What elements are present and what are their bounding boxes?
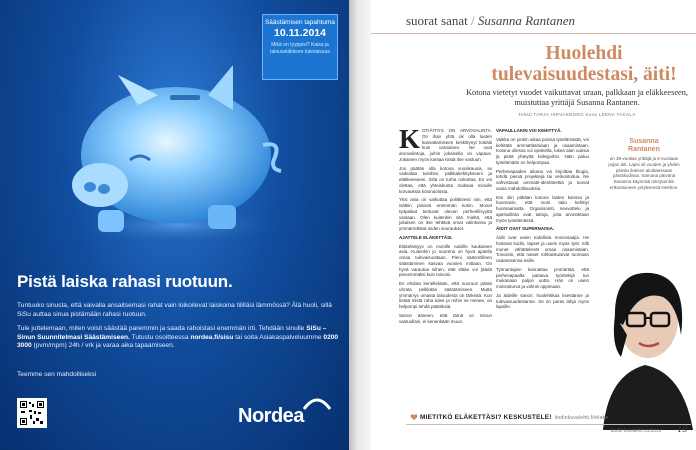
footer-divider: [406, 424, 691, 425]
footer-cta[interactable]: [420, 414, 608, 421]
ad-body: [17, 302, 339, 357]
col1-subheading: AJATTELE ELÄKETTÄSI.: [399, 234, 453, 240]
nordea-logo-icon: [302, 395, 332, 411]
article-byline: Teksti TARJA HIRVASNORO Kuva LEENA TAKALA: [518, 112, 636, 117]
article-column-2: [496, 128, 589, 313]
col2-p4: Äidit ovat usein todellisia moniosaajia. He hoitavat kodin, lapset ja usein myös työt. Silti monet vähättelevät omaa osaamistaan. Toivoisin, että naiset rohkaistuisivat tuomaan osaamisensa esille.: [496, 235, 589, 263]
footer-cta-url[interactable]: kodinkuvalehti.fi/elake: [554, 415, 609, 421]
ad-p2-phone: 0200 3000: [17, 333, 339, 350]
page-gutter: [349, 0, 371, 450]
drop-cap: K: [399, 124, 421, 154]
headline-line-1: Huolehdi: [545, 43, 623, 64]
article-headline: [474, 43, 694, 85]
piggy-bank-illustration: [58, 35, 288, 255]
sidebar-last-name: Rantanen: [628, 145, 660, 153]
ad-p2-sisu: SiSu – Sinun Suunnitelmasi Säästämiseen.: [17, 325, 327, 341]
col2-p2: Perhevapaiden aikana voi kirjoittaa blogia, tehdä pieniä projekteja tai verkostoitua. Ne vahvistavat ammatti-identiteettiä ja tuovat uusia mahdollisuuksia.: [496, 168, 589, 191]
col2-p5: Työnantajien kannattaa ymmärtää, että perhevapaalta palaava työntekijä tuo mukanaan paljon uutta. Hän on usein motivoitunut ja valmis oppimaan.: [496, 266, 589, 289]
headline-line-2: tulevaisuudestasi, äiti!: [491, 64, 677, 85]
col1-p6: Sanon ääneen, että tämä on minun vastuullani, ei kenenkään muun.: [399, 312, 492, 324]
page-number: 19: [677, 424, 688, 435]
footer-cta-text[interactable]: MIETITKÖ ELÄKETTÄSI? KESKUSTELE!: [420, 414, 552, 421]
ad-p2-mid: Tutustu osoitteessa: [129, 333, 191, 341]
col1-p1-text: OTIÄITIYS ON ARVOVALINTA. On ihan yhtä ok olla lasten kasvattamiseen keskittynyt kotiäiti kuin uranainen. Ne ovat arvovalintoja, joihin jokaisella on vapaus. Jokainen myös kantaa niistä itse vastuun.: [399, 128, 492, 162]
kicker-divider: [371, 33, 696, 34]
qr-code-icon[interactable]: [17, 398, 47, 428]
badge-date: 10.11.2014: [274, 27, 326, 39]
kicker-separator: /: [470, 13, 475, 28]
ad-p2-mid2: tai soita Asiakaspalveluumme: [233, 333, 324, 341]
sidebar-name: [597, 138, 691, 153]
col1-p4: Eläkeläisyys on monille naisille kaukainen asia. Kuitenkin jo nuorena on hyvä ajatella omaa tulevaisuuttaan. Pieni säännöllinen säästäminen kasvaa vuosien mittaan. On hyvä varautua siihen, että eläke voi jäädä pienemmäksi kuin toivoisi.: [399, 243, 492, 278]
section-kicker: [406, 13, 575, 29]
ad-p2-intro: Tule juttelemaan, miten voisit säästää paremmin ja saada rahoistasi enemmän irti. Tehdään sinulle: [17, 325, 307, 333]
col2-subheading-1: VAPAULLAKIN VOI KEHITTYÄ.: [496, 128, 562, 133]
ad-headline: Pistä laiska rahasi ruotuun.: [17, 272, 233, 291]
col2-p6: Ja äideille sanon: huolehtikaa itsestänne ja tulevaisuudestanne. Se on paras lahja myös lapsille.: [496, 292, 589, 310]
col1-p3: Yksi asia on vaikuttaa poliittisesti niin, että isätkin jäisivät enemmän kotiin. Monet työpaikat tuntuvat olevan perheellisyyttä vastaan. Olen kuitenkin sitä mieltä, että jokaisen on itse tehtävä omat valintansa ja ymmärrettävä niiden seuraukset.: [399, 197, 492, 231]
badge-title: Säästämisen tapahtuma: [264, 19, 336, 26]
article-lead: Kotona vietetyt vuodet vaikuttavat uraan, palkkaan ja eläkkeeseen, muistuttaa yrittäjä Susanna Rantanen.: [466, 88, 688, 108]
page-footer: kodin kuvalehti 21/2014: [611, 429, 662, 434]
col2-subheading-2: ÄIDIT OVAT SUPERNAISIA.: [496, 226, 555, 232]
col1-p1: [399, 124, 492, 163]
col2-p3: Itse olin pitkään kotona lasten kanssa ja huomasin, että moni taito kehittyi huomaamatta. Organisointi, neuvottelu ja ajanhallinta ovat taitoja, joita arvostetaan myös työelämässä.: [496, 194, 589, 223]
article-column-1: [399, 124, 492, 327]
sidebar-bio: on 39-vuotias yrittäjä ja 5-vuotiaan pojan äiti. Lapsi oli vuoden ja yhden päivän ikäinen aloittaessaan päiväkodissa. Samana päivänä Susanna käynnisti rekrytointiin erikoistuneen yrityksensä Heebon.: [608, 156, 680, 190]
badge-subtitle: Mikä on tyyppisi? Kaisa ja talouseläkkeen tulevaisuus: [270, 42, 330, 55]
ad-paragraph-2: [17, 325, 339, 351]
ad-p2-end: (pvm/mpm) 24h / vrk ja varaa aika tapaamiseen.: [31, 342, 175, 350]
kicker-section: suorat sanat: [406, 13, 468, 28]
heart-icon: [410, 413, 418, 421]
ad-paragraph-1: Tuntuuko sinusta, että vaivalla ansaitsemasi rahat vain loikoilevat laiskoina tililläsi lämmössä? Älä huoli, sillä SiSu auttaa sinua pistämään rahasi ruotuun.: [17, 302, 332, 318]
portrait-photo: [593, 225, 696, 430]
profile-sidebar: [597, 128, 691, 191]
col1-p5: En ehdota kenellekään, että nuoruus pitäisi uhrata pelkkään säästämiseen. Mutta ymmärrys omasta taloudesta on tärkeää. Kun tietää mistä raha tulee ja mihin se menee, on helpompi tehdä päätöksiä.: [399, 281, 492, 309]
col1-p2: Jos päätän olla kotona vuosikausia, se vaikuttaa tuloihini, palkkakehitykseeni ja eläkkeeseeni. Siitä on turha ruikuttaa. En voi olettaa, että yhteiskunta maksaa minulle korvauksia kotonaolosta.: [399, 165, 492, 194]
magazine-page: [371, 0, 696, 450]
kicker-author: Susanna Rantanen: [477, 13, 575, 28]
col2-p1: Vaikka on jonkin aikaa poissa työelämästä, voi kehittää ammattitaitoaan ja osaamistaan. Kotona ollessa voi opiskella, lukea alan uutisia ja pitää yhteyttä kollegoihin. Näin paluu työelämään on helpompaa.: [496, 136, 589, 165]
sidebar-first-name: Susanna: [629, 138, 659, 145]
ad-tagline: Teemme sen mahdolliseksi: [17, 371, 97, 378]
ad-p2-url[interactable]: nordea.fi/sisu: [190, 333, 234, 341]
nordea-logo-text: Nordea: [238, 405, 304, 427]
